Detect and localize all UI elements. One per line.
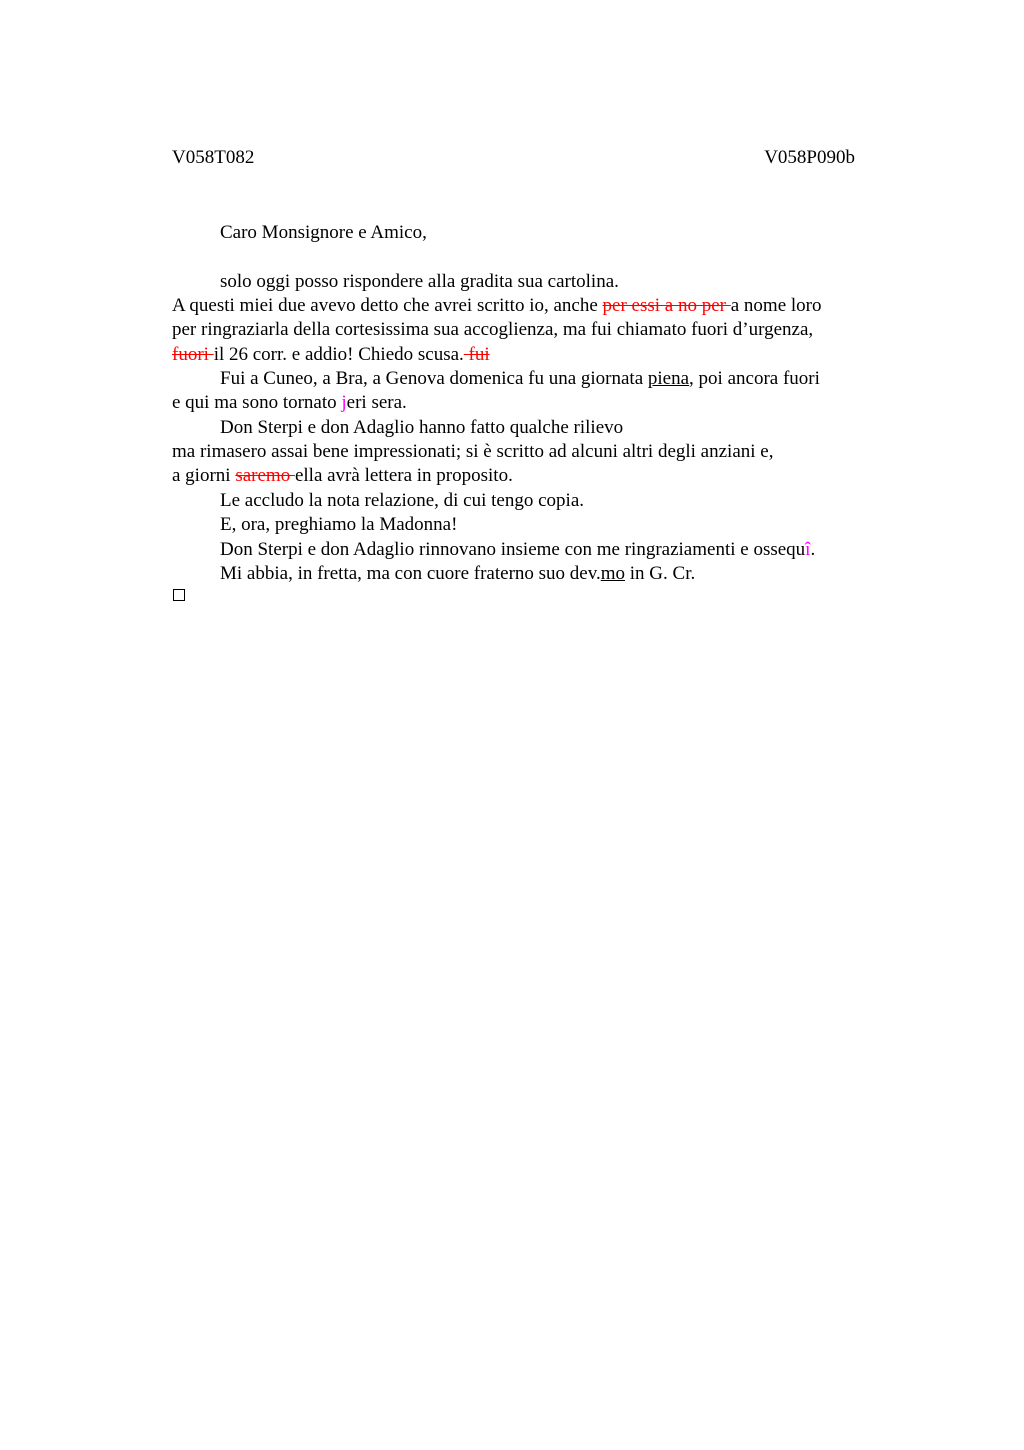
text-segment: Mi abbia, in fretta, ma con cuore fraterno suo dev. bbox=[220, 563, 601, 584]
letter-line-6 bbox=[172, 391, 407, 415]
text-segment: il 26 corr. e addio! Chiedo scusa. bbox=[213, 344, 464, 365]
letter-line-11: E, ora, preghiamo la Madonna! bbox=[220, 514, 458, 535]
letter-line-7: Don Sterpi e don Adaglio hanno fatto qualche rilievo bbox=[220, 417, 624, 438]
text-segment: eri sera. bbox=[346, 392, 407, 413]
text-segment: Don Sterpi e don Adaglio rinnovano insieme con me ringraziamenti e ossequ bbox=[220, 539, 806, 560]
empty-square-icon bbox=[173, 589, 185, 601]
deleted-text: fuori bbox=[172, 344, 214, 365]
document-code-right: V058P090b bbox=[764, 147, 855, 168]
letter-line-12 bbox=[220, 538, 815, 562]
underlined-text: piena bbox=[647, 368, 690, 389]
letter-line-1: solo oggi posso rispondere alla gradita sua cartolina. bbox=[220, 271, 619, 292]
text-segment: , poi ancora fuori bbox=[689, 368, 820, 389]
text-segment: ella avrà lettera in proposito. bbox=[294, 465, 513, 486]
letter-line-8: ma rimasero assai bene impressionati; si è scritto ad alcuni altri degli anziani e, bbox=[172, 441, 774, 462]
deleted-text: fui bbox=[463, 344, 490, 365]
salutation: Caro Monsignore e Amico, bbox=[220, 222, 427, 243]
deleted-text: per essi a no per bbox=[602, 295, 731, 316]
letter-line-10: Le accludo la nota relazione, di cui tengo copia. bbox=[220, 490, 585, 511]
letter-line-9 bbox=[172, 464, 513, 488]
deleted-text: saremo bbox=[235, 465, 295, 486]
text-segment: Fui a Cuneo, a Bra, a Genova domenica fu una giornata bbox=[220, 368, 648, 389]
text-segment: a nome loro bbox=[730, 295, 822, 316]
text-segment: A questi miei due avevo detto che avrei scritto io, anche bbox=[172, 295, 603, 316]
text-segment: . bbox=[810, 539, 816, 560]
text-segment: a giorni bbox=[172, 465, 236, 486]
text-segment: in G. Cr. bbox=[625, 563, 696, 584]
underlined-text: mo bbox=[600, 563, 626, 584]
document-code-left: V058T082 bbox=[172, 147, 255, 168]
letter-line-13 bbox=[220, 562, 695, 586]
letter-line-5 bbox=[220, 367, 820, 391]
text-segment: e qui ma sono tornato bbox=[172, 392, 342, 413]
letter-line-4 bbox=[172, 343, 490, 367]
corrected-text: î bbox=[805, 539, 811, 560]
letter-line-2 bbox=[172, 294, 822, 318]
corrected-text: j bbox=[341, 392, 347, 413]
letter-line-3: per ringraziarla della cortesissima sua accoglienza, ma fui chiamato fuori d’urgenza, bbox=[172, 319, 814, 340]
